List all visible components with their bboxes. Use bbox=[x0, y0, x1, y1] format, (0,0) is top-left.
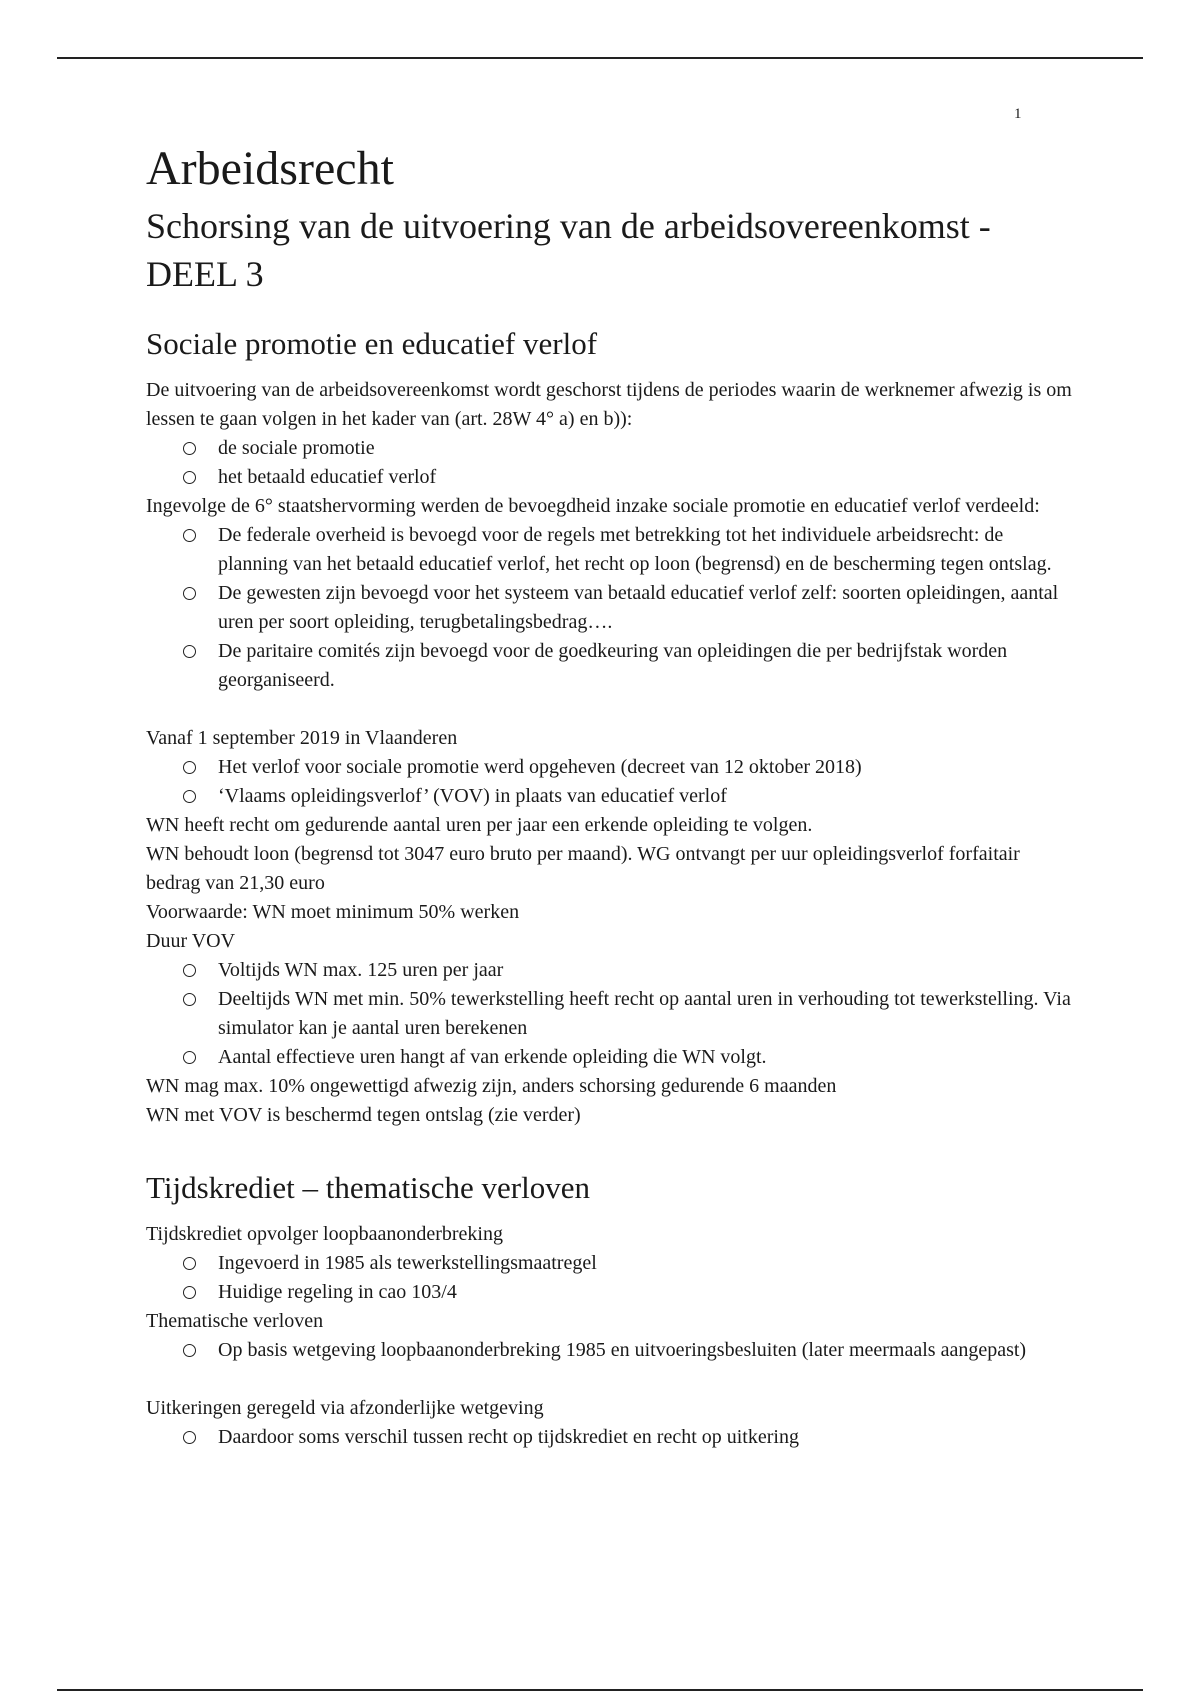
closing-line: WN met VOV is beschermd tegen ontslag (zie verder) bbox=[146, 1104, 581, 1126]
tijdskrediet-bullet-list bbox=[146, 1249, 1076, 1307]
bottom-rule bbox=[57, 1689, 1143, 1691]
thematische-paragraph: Thematische verloven bbox=[146, 1310, 324, 1332]
tijdskrediet-paragraph: Tijdskrediet opvolger loopbaanonderbreking bbox=[146, 1223, 503, 1245]
intro-bullet-list bbox=[146, 434, 1076, 492]
circle-bullet-icon bbox=[183, 529, 196, 542]
circle-bullet-icon bbox=[183, 1051, 196, 1064]
circle-bullet-icon bbox=[183, 645, 196, 658]
list-item: Daardoor soms verschil tussen recht op tijdskrediet en recht op uitkering bbox=[146, 1423, 1076, 1452]
circle-bullet-icon bbox=[183, 442, 196, 455]
circle-bullet-icon bbox=[183, 587, 196, 600]
list-item: Huidige regeling in cao 103/4 bbox=[146, 1278, 1076, 1307]
circle-bullet-icon bbox=[183, 964, 196, 977]
list-item: De federale overheid is bevoegd voor de regels met betrekking tot het individuele arbeidsrecht: de planning van het betaald educatief verlof, het recht op loon (begrensd) en de bescherming tegen ontslag. bbox=[146, 521, 1076, 579]
vlaanderen-paragraph: Vanaf 1 september 2019 in Vlaanderen bbox=[146, 727, 458, 749]
vov-line: Duur VOV bbox=[146, 930, 236, 952]
list-item: Voltijds WN max. 125 uren per jaar bbox=[146, 956, 1076, 985]
page-number: 1 bbox=[1014, 106, 1022, 122]
circle-bullet-icon bbox=[183, 1344, 196, 1357]
list-item: het betaald educatief verlof bbox=[146, 463, 1076, 492]
list-item: Het verlof voor sociale promotie werd opgeheven (decreet van 12 oktober 2018) bbox=[146, 753, 1076, 782]
circle-bullet-icon bbox=[183, 1286, 196, 1299]
list-item: Deeltijds WN met min. 50% tewerkstelling heeft recht op aantal uren in verhouding tot tewerkstelling. Via simulator kan je aantal uren berekenen bbox=[146, 985, 1076, 1043]
reform-bullet-list bbox=[146, 521, 1076, 695]
circle-bullet-icon bbox=[183, 1431, 196, 1444]
vov-line: WN behoudt loon (begrensd tot 3047 euro bruto per maand). WG ontvangt per uur opleidingsverlof forfaitair bedrag van 21,30 euro bbox=[146, 843, 1020, 894]
list-item: De gewesten zijn bevoegd voor het systeem van betaald educatief verlof zelf: soorten opleidingen, aantal uren per soort opleiding, terugbetalingsbedrag…. bbox=[146, 579, 1076, 637]
vlaanderen-bullet-list bbox=[146, 753, 1076, 811]
closing-line: WN mag max. 10% ongewettigd afwezig zijn, anders schorsing gedurende 6 maanden bbox=[146, 1075, 837, 1097]
document-body bbox=[146, 140, 1076, 1452]
intro-paragraph: De uitvoering van de arbeidsovereenkomst wordt geschorst tijdens de periodes waarin de werknemer afwezig is om lessen te gaan volgen in het kader van (art. 28W 4° a) en b)): bbox=[146, 379, 1072, 430]
circle-bullet-icon bbox=[183, 471, 196, 484]
vov-line: Voorwaarde: WN moet minimum 50% werken bbox=[146, 901, 520, 923]
vov-line: WN heeft recht om gedurende aantal uren per jaar een erkende opleiding te volgen. bbox=[146, 814, 813, 836]
section-heading-tijdskrediet: Tijdskrediet – thematische verloven bbox=[146, 1170, 590, 1205]
list-item: ‘Vlaams opleidingsverlof’ (VOV) in plaats van educatief verlof bbox=[146, 782, 1076, 811]
uitkering-paragraph: Uitkeringen geregeld via afzonderlijke wetgeving bbox=[146, 1397, 544, 1419]
circle-bullet-icon bbox=[183, 761, 196, 774]
duur-bullet-list bbox=[146, 956, 1076, 1072]
uitkering-bullet-list bbox=[146, 1423, 1076, 1452]
thematische-bullet-list bbox=[146, 1336, 1076, 1365]
list-item: Op basis wetgeving loopbaanonderbreking 1985 en uitvoeringsbesluiten (later meermaals aangepast) bbox=[146, 1336, 1076, 1365]
list-item: de sociale promotie bbox=[146, 434, 1076, 463]
circle-bullet-icon bbox=[183, 1257, 196, 1270]
circle-bullet-icon bbox=[183, 790, 196, 803]
list-item: Aantal effectieve uren hangt af van erkende opleiding die WN volgt. bbox=[146, 1043, 1076, 1072]
section-heading-sociale-promotie: Sociale promotie en educatief verlof bbox=[146, 326, 598, 361]
list-item: Ingevoerd in 1985 als tewerkstellingsmaatregel bbox=[146, 1249, 1076, 1278]
circle-bullet-icon bbox=[183, 993, 196, 1006]
reform-paragraph: Ingevolge de 6° staatshervorming werden de bevoegdheid inzake sociale promotie en educatief verlof verdeeld: bbox=[146, 495, 1040, 517]
list-item: De paritaire comités zijn bevoegd voor de goedkeuring van opleidingen die per bedrijfstak worden georganiseerd. bbox=[146, 637, 1076, 695]
document-subtitle: Schorsing van de uitvoering van de arbeidsovereenkomst - DEEL 3 bbox=[146, 206, 991, 294]
top-rule bbox=[57, 57, 1143, 59]
document-title: Arbeidsrecht bbox=[146, 142, 394, 195]
